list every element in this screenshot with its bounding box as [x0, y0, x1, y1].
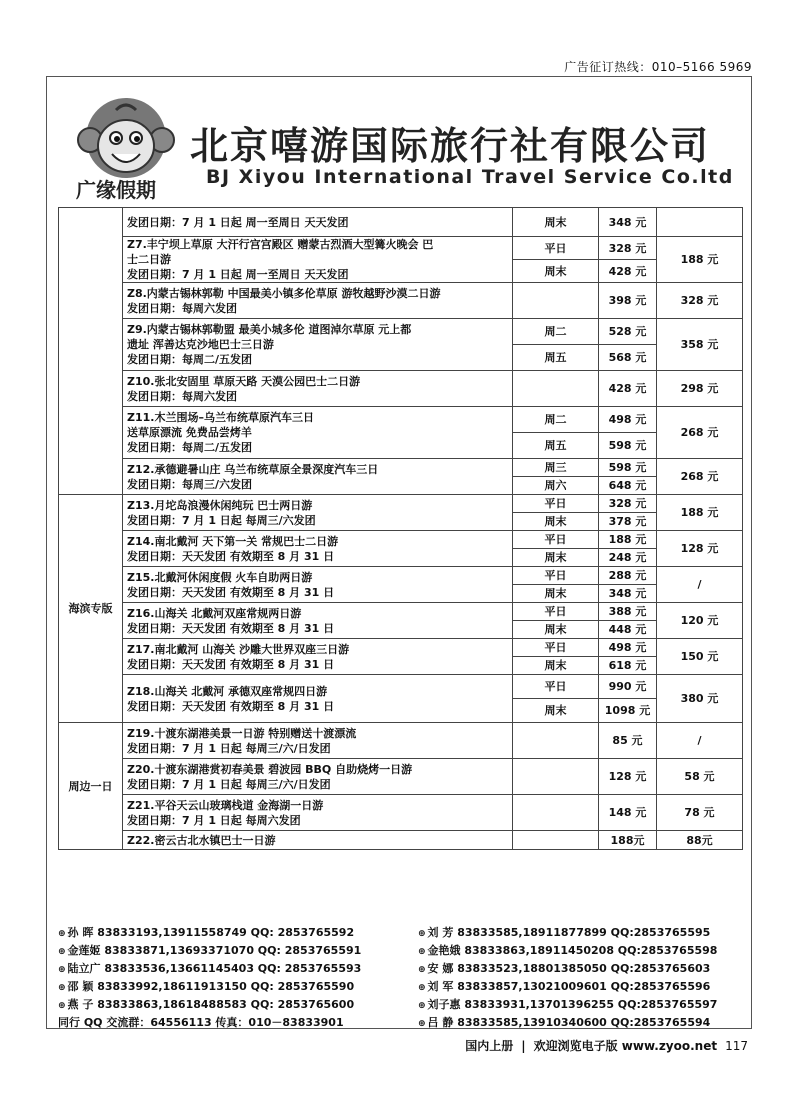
route-row [59, 723, 743, 759]
route-child-price [657, 208, 743, 237]
contact-entry [418, 996, 717, 1014]
route-line: 发团日期：天天发团 有效期至 8 月 31 日 [127, 549, 335, 563]
route-child-price: 120 元 [657, 603, 743, 639]
route-price: 528 元 [599, 319, 657, 345]
route-row [59, 603, 743, 621]
route-day-type: 周六 [513, 477, 599, 495]
route-price: 128 元 [599, 759, 657, 795]
route-child-price: 328 元 [657, 283, 743, 319]
contact-text: 刘 芳 83833585,18911877899 QQ:2853765595 [427, 926, 711, 939]
route-price: 248 元 [599, 549, 657, 567]
route-day-type: 平日 [513, 567, 599, 585]
route-price: 568 元 [599, 345, 657, 371]
route-line: 发团日期：天天发团 有效期至 8 月 31 日 [127, 699, 335, 713]
contact-entry [418, 1014, 710, 1032]
route-line: Z14.南北戴河 天下第一关 常规巴士二日游 [127, 534, 339, 548]
contact-entry [58, 1014, 418, 1032]
route-line: 发团日期：7 月 1 日起 每周三/六发团 [127, 513, 316, 527]
route-child-price: 268 元 [657, 459, 743, 495]
route-child-price: 78 元 [657, 795, 743, 831]
route-description [123, 831, 513, 850]
contact-text: 陆立广 83833536,13661145403 QQ: 2853765593 [67, 962, 362, 975]
route-description [123, 795, 513, 831]
page-number: 117 [725, 1038, 748, 1053]
footer-volume: 国内上册 [465, 1039, 514, 1053]
route-line: Z13.月坨岛浪漫休闲纯玩 巴士两日游 [127, 498, 313, 512]
route-row [59, 831, 743, 850]
route-line: Z9.内蒙古锡林郭勒盟 最美小城多伦 道图淖尔草原 元上都 [127, 323, 412, 336]
route-row [59, 319, 743, 345]
route-price: 648 元 [599, 477, 657, 495]
route-line: 发团日期：每周六发团 [127, 301, 237, 315]
route-price: 148 元 [599, 795, 657, 831]
route-child-price: 358 元 [657, 319, 743, 371]
route-price: 188元 [599, 831, 657, 850]
route-description [123, 283, 513, 319]
route-day-type: 周末 [513, 208, 599, 237]
route-day-type: 平日 [513, 237, 599, 260]
section-label: 海滨专版 [59, 495, 123, 723]
route-price: 328 元 [599, 495, 657, 513]
route-row [59, 675, 743, 699]
contact-text: 安 娜 83833523,18801385050 QQ:2853765603 [427, 962, 711, 975]
route-day-type [513, 831, 599, 850]
bullet-icon: ⊕ [418, 1001, 426, 1011]
route-price: 498 元 [599, 639, 657, 657]
route-day-type: 周末 [513, 657, 599, 675]
bullet-icon: ⊕ [418, 965, 426, 975]
route-child-price: / [657, 567, 743, 603]
route-day-type: 周三 [513, 459, 599, 477]
route-line: Z18.山海关 北戴河 承德双座常规四日游 [127, 684, 328, 698]
route-price: 498 元 [599, 407, 657, 433]
bullet-icon: ⊕ [58, 983, 66, 993]
route-line: 发团日期：7 月 1 日起 每周三/六/日发团 [127, 777, 331, 791]
section-label [59, 208, 123, 495]
bullet-icon: ⊕ [58, 965, 66, 975]
bullet-icon: ⊕ [58, 947, 66, 957]
bullet-icon: ⊕ [58, 929, 66, 939]
bullet-icon: ⊕ [418, 929, 426, 939]
contact-row [58, 996, 748, 1014]
bullet-icon: ⊕ [418, 983, 426, 993]
company-name-cn: 北京嘻游国际旅行社有限公司 [190, 124, 711, 168]
route-day-type: 周末 [513, 513, 599, 531]
contact-entry [418, 924, 710, 942]
route-price: 618 元 [599, 657, 657, 675]
route-description [123, 237, 513, 283]
bullet-icon: ⊕ [418, 1019, 426, 1029]
route-line: 士二日游 [127, 253, 171, 266]
route-description [123, 759, 513, 795]
route-line: Z20.十渡东湖港赏初春美景 碧波园 BBQ 自助烧烤一日游 [127, 762, 413, 776]
route-description [123, 407, 513, 459]
route-price: 448 元 [599, 621, 657, 639]
route-day-type: 平日 [513, 639, 599, 657]
route-row [59, 759, 743, 795]
tagline: 广缘假期 [76, 178, 156, 202]
route-description [123, 495, 513, 531]
route-day-type: 周末 [513, 621, 599, 639]
route-price: 85 元 [599, 723, 657, 759]
route-day-type: 平日 [513, 531, 599, 549]
route-day-type [513, 795, 599, 831]
contact-row [58, 960, 748, 978]
ad-hotline: 广告征订热线：010–5166 5969 [564, 60, 752, 74]
route-line: Z12.承德避暑山庄 乌兰布统草原全景深度汽车三日 [127, 462, 379, 476]
route-child-price: 88元 [657, 831, 743, 850]
route-price: 598 元 [599, 459, 657, 477]
route-row [59, 237, 743, 260]
route-day-type: 周二 [513, 319, 599, 345]
route-line: 发团日期：天天发团 有效期至 8 月 31 日 [127, 657, 335, 671]
route-price: 348 元 [599, 208, 657, 237]
contact-row [58, 1014, 748, 1032]
bullet-icon: ⊕ [58, 1001, 66, 1011]
contacts-list [58, 924, 748, 1032]
route-day-type [513, 723, 599, 759]
route-row [59, 208, 743, 237]
contact-entry [418, 978, 710, 996]
routes-body [59, 208, 743, 850]
contact-entry [58, 924, 418, 942]
route-row [59, 567, 743, 585]
contact-entry [418, 942, 717, 960]
contact-entry [58, 996, 418, 1014]
contact-text: 同行 QQ 交流群：64556113 传真：010－83833901 [58, 1016, 344, 1029]
contact-entry [58, 942, 418, 960]
route-price: 1098 元 [599, 699, 657, 723]
route-line: Z17.南北戴河 山海关 沙雕大世界双座三日游 [127, 642, 350, 656]
route-child-price: 150 元 [657, 639, 743, 675]
route-line: 发团日期：每周三/六发团 [127, 477, 253, 491]
route-price: 348 元 [599, 585, 657, 603]
route-day-type [513, 759, 599, 795]
route-line: 送草原漂流 免费品尝烤羊 [127, 426, 252, 439]
route-price: 328 元 [599, 237, 657, 260]
route-line: Z8.内蒙古锡林郭勒 中国最美小镇多伦草原 游牧越野沙漠二日游 [127, 286, 441, 300]
route-child-price: 380 元 [657, 675, 743, 723]
route-line: Z11.木兰围场–乌兰布统草原汽车三日 [127, 411, 314, 424]
route-line: 发团日期：7 月 1 日起 周一至周日 天天发团 [127, 268, 349, 281]
route-price: 388 元 [599, 603, 657, 621]
route-price: 378 元 [599, 513, 657, 531]
route-day-type: 周五 [513, 345, 599, 371]
route-description [123, 319, 513, 371]
route-row [59, 407, 743, 433]
contact-text: 邵 颖 83833992,18611913150 QQ: 2853765590 [67, 980, 355, 993]
route-line: Z10.张北安固里 草原天路 天漠公园巴士二日游 [127, 374, 361, 388]
route-line: Z19.十渡东湖港美景一日游 特别赠送十渡漂流 [127, 726, 357, 740]
route-child-price: 188 元 [657, 495, 743, 531]
route-day-type [513, 283, 599, 319]
route-description [123, 639, 513, 675]
contact-text: 金莲姬 83833871,13693371070 QQ: 2853765591 [67, 944, 362, 957]
contact-text: 燕 子 83833863,18618488583 QQ: 2853765600 [67, 998, 355, 1011]
route-line: Z16.山海关 北戴河双座常规两日游 [127, 606, 302, 620]
route-price: 990 元 [599, 675, 657, 699]
route-price: 428 元 [599, 260, 657, 283]
route-description [123, 567, 513, 603]
route-child-price: / [657, 723, 743, 759]
route-description [123, 675, 513, 723]
route-line: Z22.密云古北水镇巴士一日游 [127, 833, 276, 847]
route-day-type: 平日 [513, 495, 599, 513]
contact-entry [58, 978, 418, 996]
route-price: 188 元 [599, 531, 657, 549]
route-day-type: 周二 [513, 407, 599, 433]
bullet-icon: ⊕ [418, 947, 426, 957]
route-description [123, 208, 513, 237]
route-row [59, 639, 743, 657]
route-child-price: 298 元 [657, 371, 743, 407]
footer-separator: | [521, 1038, 526, 1053]
route-price: 598 元 [599, 433, 657, 459]
route-row [59, 371, 743, 407]
route-row [59, 283, 743, 319]
route-row [59, 531, 743, 549]
route-line: 发团日期：每周二/五发团 [127, 353, 253, 366]
route-day-type: 周末 [513, 699, 599, 723]
route-line: 遗址 浑善达克沙地巴士三日游 [127, 338, 274, 351]
contact-row [58, 924, 748, 942]
route-description [123, 459, 513, 495]
route-line: 发团日期：每周六发团 [127, 389, 237, 403]
route-line: 发团日期：天天发团 有效期至 8 月 31 日 [127, 621, 335, 635]
route-day-type: 周五 [513, 433, 599, 459]
section-label: 周边一日 [59, 723, 123, 850]
route-line: Z21.平谷天云山玻璃栈道 金海湖一日游 [127, 798, 324, 812]
route-child-price: 58 元 [657, 759, 743, 795]
route-price: 398 元 [599, 283, 657, 319]
route-day-type [513, 371, 599, 407]
route-row [59, 495, 743, 513]
route-day-type: 周末 [513, 260, 599, 283]
route-row [59, 795, 743, 831]
route-line: Z7.丰宁坝上草原 大汗行宫宫殿区 赠蒙古烈酒大型篝火晚会 巴 [127, 238, 434, 251]
contact-text: 刘子惠 83833931,13701396255 QQ:2853765597 [427, 998, 718, 1011]
route-child-price: 128 元 [657, 531, 743, 567]
route-row [59, 459, 743, 477]
route-day-type: 平日 [513, 675, 599, 699]
route-price: 288 元 [599, 567, 657, 585]
route-line: 发团日期：7 月 1 日起 每周六发团 [127, 813, 301, 827]
route-description [123, 723, 513, 759]
contact-row [58, 978, 748, 996]
footer-website: 欢迎浏览电子版 www.zyoo.net [533, 1039, 718, 1053]
contact-text: 金艳娥 83833863,18911450208 QQ:2853765598 [427, 944, 718, 957]
route-child-price: 268 元 [657, 407, 743, 459]
contact-text: 孙 晖 83833193,13911558749 QQ: 2853765592 [67, 926, 355, 939]
route-day-type: 周末 [513, 549, 599, 567]
route-line: 发团日期：7 月 1 日起 每周三/六/日发团 [127, 741, 331, 755]
contact-row [58, 942, 748, 960]
route-day-type: 平日 [513, 603, 599, 621]
route-description [123, 603, 513, 639]
page-footer [465, 1037, 748, 1054]
contact-text: 吕 静 83833585,13910340600 QQ:2853765594 [427, 1016, 711, 1029]
route-line: 发团日期：7 月 1 日起 周一至周日 天天发团 [127, 215, 349, 229]
route-line: 发团日期：每周二/五发团 [127, 441, 253, 454]
route-child-price: 188 元 [657, 237, 743, 283]
company-name-en: BJ Xiyou International Travel Service Co.ltd [206, 166, 734, 188]
route-line: 发团日期：天天发团 有效期至 8 月 31 日 [127, 585, 335, 599]
contact-entry [418, 960, 710, 978]
contact-text: 刘 军 83833857,13021009601 QQ:2853765596 [427, 980, 711, 993]
route-description [123, 371, 513, 407]
route-price: 428 元 [599, 371, 657, 407]
route-line: Z15.北戴河休闲度假 火车自助两日游 [127, 570, 313, 584]
route-day-type: 周末 [513, 585, 599, 603]
contact-entry [58, 960, 418, 978]
routes-table [58, 207, 743, 850]
route-description [123, 531, 513, 567]
